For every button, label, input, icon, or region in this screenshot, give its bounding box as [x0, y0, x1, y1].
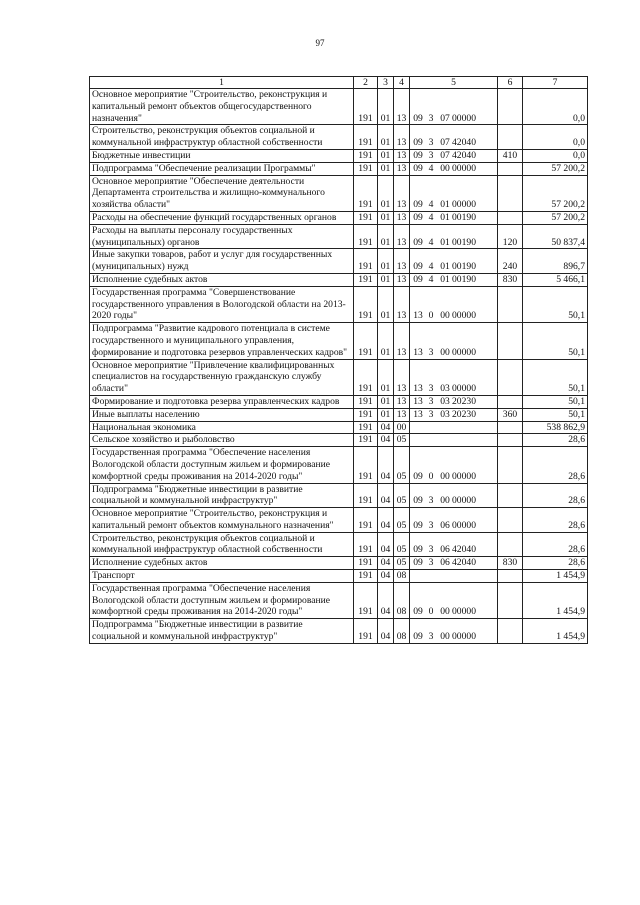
subsection-code: 13 — [394, 211, 410, 224]
subsection-code: 13 — [394, 175, 410, 211]
target-article-part: 09 — [413, 112, 423, 124]
target-article-part: 13 — [413, 395, 423, 407]
target-article-code — [410, 359, 498, 395]
target-article-part: 09 — [413, 557, 423, 569]
expense-type-code — [498, 483, 523, 508]
table-row — [90, 162, 588, 175]
header-cell: 6 — [498, 77, 523, 89]
header-cell: 4 — [394, 77, 410, 89]
target-article-part: 13 — [413, 346, 423, 358]
target-article-part: 3 — [428, 383, 434, 395]
table-row — [90, 89, 588, 125]
amount: 57 200,2 — [523, 211, 588, 224]
amount: 0,0 — [523, 89, 588, 125]
target-article-code — [410, 162, 498, 175]
row-name: Подпрограмма "Бюджетные инвестиции в развитие социальной и коммунальной инфраструктур" — [90, 619, 354, 644]
expense-type-code — [498, 162, 523, 175]
section-code: 01 — [378, 125, 394, 150]
target-article-part: 00190 — [452, 273, 476, 285]
target-article-part: 00000 — [452, 470, 476, 482]
expense-type-code — [498, 421, 523, 434]
expense-type-code — [498, 359, 523, 395]
amount: 28,6 — [523, 447, 588, 483]
target-article-part: 00000 — [452, 310, 476, 322]
row-name: Расходы на выплаты персоналу государственных (муниципальных) органов — [90, 224, 354, 249]
expense-type-code — [498, 211, 523, 224]
target-article-part: 3 — [428, 112, 434, 124]
target-article-part: 3 — [428, 557, 434, 569]
table-row — [90, 408, 588, 421]
amount: 896,7 — [523, 249, 588, 274]
amount: 50,1 — [523, 408, 588, 421]
expense-type-code: 830 — [498, 557, 523, 570]
grbs-code: 191 — [354, 224, 378, 249]
section-code: 04 — [378, 557, 394, 570]
target-article-part: 09 — [413, 544, 423, 556]
amount: 57 200,2 — [523, 162, 588, 175]
amount: 57 200,2 — [523, 175, 588, 211]
table-row — [90, 149, 588, 162]
table-row — [90, 175, 588, 211]
target-article-part: 09 — [413, 261, 423, 273]
target-article-part: 01 — [440, 236, 450, 248]
section-code: 04 — [378, 570, 394, 583]
target-article-part: 0 — [428, 310, 434, 322]
target-article-code — [410, 395, 498, 408]
subsection-code: 13 — [394, 249, 410, 274]
header-cell: 7 — [523, 77, 588, 89]
budget-table — [89, 76, 588, 644]
expense-type-code: 120 — [498, 224, 523, 249]
section-code: 04 — [378, 508, 394, 533]
subsection-code: 05 — [394, 508, 410, 533]
target-article-part: 3 — [428, 395, 434, 407]
table-row — [90, 323, 588, 359]
target-article-part: 01 — [440, 261, 450, 273]
target-article-code — [410, 249, 498, 274]
expense-type-code — [498, 447, 523, 483]
grbs-code: 191 — [354, 570, 378, 583]
target-article-part: 03 — [440, 383, 450, 395]
grbs-code: 191 — [354, 149, 378, 162]
table-row — [90, 532, 588, 557]
grbs-code: 191 — [354, 249, 378, 274]
target-article-code — [410, 286, 498, 322]
expense-type-code — [498, 582, 523, 618]
row-name: Строительство, реконструкция объектов социальной и коммунальной инфраструктур областной собственности — [90, 532, 354, 557]
target-article-part: 07 — [440, 112, 450, 124]
target-article-code — [410, 508, 498, 533]
table-row — [90, 211, 588, 224]
target-article-code — [410, 125, 498, 150]
target-article-code — [410, 224, 498, 249]
section-code: 04 — [378, 532, 394, 557]
target-article-part: 09 — [413, 149, 423, 161]
expense-type-code — [498, 570, 523, 583]
target-article-part: 09 — [413, 236, 423, 248]
grbs-code: 191 — [354, 211, 378, 224]
amount: 28,6 — [523, 483, 588, 508]
table-row — [90, 395, 588, 408]
table-row — [90, 125, 588, 150]
grbs-code: 191 — [354, 89, 378, 125]
target-article-part: 00 — [440, 310, 450, 322]
target-article-code — [410, 483, 498, 508]
target-article-code — [410, 211, 498, 224]
target-article-part: 4 — [428, 211, 434, 223]
grbs-code: 191 — [354, 421, 378, 434]
target-article-part: 03 — [440, 408, 450, 420]
grbs-code: 191 — [354, 323, 378, 359]
header-cell: 2 — [354, 77, 378, 89]
target-article-part: 00 — [440, 631, 450, 643]
target-article-part: 3 — [428, 408, 434, 420]
row-name: Государственная программа "Обеспечение населения Вологодской области доступным жильем и формирование комфортной среды проживания на 2014-2020 годы" — [90, 447, 354, 483]
target-article-part: 09 — [413, 470, 423, 482]
table-row — [90, 359, 588, 395]
amount: 0,0 — [523, 149, 588, 162]
target-article-part: 00000 — [452, 606, 476, 618]
expense-type-code — [498, 175, 523, 211]
row-name: Транспорт — [90, 570, 354, 583]
section-code: 01 — [378, 286, 394, 322]
header-cell: 5 — [410, 77, 498, 89]
subsection-code: 13 — [394, 286, 410, 322]
expense-type-code — [498, 532, 523, 557]
grbs-code: 191 — [354, 125, 378, 150]
header-cell: 3 — [378, 77, 394, 89]
target-article-part: 00000 — [452, 495, 476, 507]
row-name: Исполнение судебных актов — [90, 557, 354, 570]
section-code: 01 — [378, 89, 394, 125]
section-code: 01 — [378, 175, 394, 211]
target-article-code — [410, 273, 498, 286]
subsection-code: 13 — [394, 149, 410, 162]
subsection-code: 00 — [394, 421, 410, 434]
row-name: Государственная программа "Обеспечение населения Вологодской области доступным жильем и формирование комфортной среды проживания на 2014-2020 годы" — [90, 582, 354, 618]
amount: 50,1 — [523, 286, 588, 322]
row-name: Иные закупки товаров, работ и услуг для государственных (муниципальных) нужд — [90, 249, 354, 274]
expense-type-code: 830 — [498, 273, 523, 286]
amount: 50,1 — [523, 395, 588, 408]
row-name: Государственная программа "Совершенствование государственного управления в Вологодской области на 2013-2020 годы" — [90, 286, 354, 322]
table-row — [90, 557, 588, 570]
row-name: Национальная экономика — [90, 421, 354, 434]
section-code: 04 — [378, 447, 394, 483]
expense-type-code — [498, 89, 523, 125]
amount: 1 454,9 — [523, 570, 588, 583]
target-article-part: 42040 — [452, 137, 476, 149]
subsection-code: 13 — [394, 273, 410, 286]
table-row — [90, 434, 588, 447]
section-code: 01 — [378, 224, 394, 249]
target-article-code — [410, 175, 498, 211]
subsection-code: 08 — [394, 619, 410, 644]
target-article-part: 3 — [428, 149, 434, 161]
target-article-part: 3 — [428, 519, 434, 531]
grbs-code: 191 — [354, 286, 378, 322]
amount: 50,1 — [523, 323, 588, 359]
target-article-code — [410, 89, 498, 125]
subsection-code: 13 — [394, 162, 410, 175]
subsection-code: 05 — [394, 532, 410, 557]
section-code: 01 — [378, 162, 394, 175]
row-name: Подпрограмма "Развитие кадрового потенциала в системе государственного и муниципального управления, формирование и подготовка резервов управленческих кадров" — [90, 323, 354, 359]
section-code: 01 — [378, 359, 394, 395]
row-name: Основное мероприятие "Обеспечение деятельности Департамента строительства и жилищно-коммунального хозяйства области" — [90, 175, 354, 211]
section-code: 01 — [378, 249, 394, 274]
grbs-code: 191 — [354, 483, 378, 508]
target-article-part: 09 — [413, 631, 423, 643]
target-article-part: 01 — [440, 199, 450, 211]
section-code: 04 — [378, 421, 394, 434]
target-article-part: 3 — [428, 137, 434, 149]
row-name: Исполнение судебных актов — [90, 273, 354, 286]
target-article-part: 09 — [413, 273, 423, 285]
subsection-code: 08 — [394, 582, 410, 618]
grbs-code: 191 — [354, 619, 378, 644]
expense-type-code — [498, 508, 523, 533]
row-name: Формирование и подготовка резерва управленческих кадров — [90, 395, 354, 408]
target-article-part: 00190 — [452, 211, 476, 223]
target-article-part: 06 — [440, 557, 450, 569]
table-row — [90, 273, 588, 286]
amount: 28,6 — [523, 508, 588, 533]
target-article-part: 0 — [428, 470, 434, 482]
grbs-code: 191 — [354, 582, 378, 618]
grbs-code: 191 — [354, 395, 378, 408]
target-article-part: 00190 — [452, 261, 476, 273]
section-code: 01 — [378, 408, 394, 421]
table-row — [90, 286, 588, 322]
target-article-part: 00000 — [452, 346, 476, 358]
target-article-part: 00000 — [452, 631, 476, 643]
subsection-code: 05 — [394, 557, 410, 570]
target-article-part: 13 — [413, 408, 423, 420]
target-article-part: 4 — [428, 199, 434, 211]
table-header-row — [90, 77, 588, 89]
section-code: 01 — [378, 211, 394, 224]
target-article-part: 00000 — [452, 519, 476, 531]
target-article-part: 00 — [440, 470, 450, 482]
section-code: 04 — [378, 434, 394, 447]
target-article-code — [410, 323, 498, 359]
expense-type-code — [498, 395, 523, 408]
section-code: 01 — [378, 323, 394, 359]
header-cell: 1 — [90, 77, 354, 89]
target-article-part: 09 — [413, 162, 423, 174]
expense-type-code: 240 — [498, 249, 523, 274]
subsection-code: 05 — [394, 447, 410, 483]
table-row — [90, 570, 588, 583]
grbs-code: 191 — [354, 162, 378, 175]
target-article-part: 3 — [428, 346, 434, 358]
expense-type-code — [498, 286, 523, 322]
page-number: 97 — [315, 38, 325, 48]
target-article-part: 09 — [413, 199, 423, 211]
grbs-code: 191 — [354, 175, 378, 211]
subsection-code: 13 — [394, 89, 410, 125]
target-article-part: 07 — [440, 137, 450, 149]
target-article-part: 20230 — [452, 408, 476, 420]
target-article-part: 00 — [440, 162, 450, 174]
subsection-code: 13 — [394, 224, 410, 249]
expense-type-code — [498, 125, 523, 150]
table-row — [90, 508, 588, 533]
grbs-code: 191 — [354, 408, 378, 421]
target-article-part: 3 — [428, 495, 434, 507]
target-article-part: 07 — [440, 149, 450, 161]
grbs-code: 191 — [354, 359, 378, 395]
target-article-code — [410, 570, 498, 583]
table-row — [90, 619, 588, 644]
target-article-part: 00000 — [452, 199, 476, 211]
table-row — [90, 447, 588, 483]
row-name: Расходы на обеспечение функций государственных органов — [90, 211, 354, 224]
amount: 50,1 — [523, 359, 588, 395]
target-article-code — [410, 532, 498, 557]
target-article-code — [410, 619, 498, 644]
section-code: 01 — [378, 273, 394, 286]
amount: 1 454,9 — [523, 619, 588, 644]
section-code: 04 — [378, 619, 394, 644]
target-article-part: 0 — [428, 606, 434, 618]
target-article-part: 09 — [413, 137, 423, 149]
target-article-code — [410, 149, 498, 162]
expense-type-code: 360 — [498, 408, 523, 421]
table-row — [90, 421, 588, 434]
target-article-part: 01 — [440, 211, 450, 223]
grbs-code: 191 — [354, 447, 378, 483]
amount: 538 862,9 — [523, 421, 588, 434]
row-name: Подпрограмма "Обеспечение реализации Программы" — [90, 162, 354, 175]
target-article-part: 01 — [440, 273, 450, 285]
target-article-part: 3 — [428, 631, 434, 643]
target-article-part: 13 — [413, 310, 423, 322]
table-row — [90, 224, 588, 249]
target-article-code — [410, 421, 498, 434]
amount: 1 454,9 — [523, 582, 588, 618]
target-article-code — [410, 434, 498, 447]
target-article-part: 06 — [440, 544, 450, 556]
row-name: Подпрограмма "Бюджетные инвестиции в развитие социальной и коммунальной инфраструктур" — [90, 483, 354, 508]
grbs-code: 191 — [354, 273, 378, 286]
target-article-code — [410, 447, 498, 483]
grbs-code: 191 — [354, 508, 378, 533]
target-article-code — [410, 582, 498, 618]
section-code: 04 — [378, 582, 394, 618]
subsection-code: 13 — [394, 408, 410, 421]
target-article-part: 42040 — [452, 149, 476, 161]
expense-type-code — [498, 434, 523, 447]
subsection-code: 05 — [394, 434, 410, 447]
amount: 50 837,4 — [523, 224, 588, 249]
subsection-code: 13 — [394, 323, 410, 359]
expense-type-code: 410 — [498, 149, 523, 162]
amount: 0,0 — [523, 125, 588, 150]
grbs-code: 191 — [354, 557, 378, 570]
section-code: 01 — [378, 149, 394, 162]
expense-type-code — [498, 619, 523, 644]
target-article-part: 09 — [413, 606, 423, 618]
row-name: Бюджетные инвестиции — [90, 149, 354, 162]
target-article-part: 06 — [440, 519, 450, 531]
grbs-code: 191 — [354, 532, 378, 557]
subsection-code: 13 — [394, 359, 410, 395]
target-article-part: 03 — [440, 395, 450, 407]
target-article-part: 00000 — [452, 112, 476, 124]
row-name: Основное мероприятие "Привлечение квалифицированных специалистов на государственную гражданскую службу области" — [90, 359, 354, 395]
target-article-code — [410, 557, 498, 570]
section-code: 04 — [378, 483, 394, 508]
subsection-code: 13 — [394, 395, 410, 408]
subsection-code: 13 — [394, 125, 410, 150]
row-name: Иные выплаты населению — [90, 408, 354, 421]
table-row — [90, 582, 588, 618]
target-article-part: 4 — [428, 162, 434, 174]
target-article-part: 00 — [440, 346, 450, 358]
target-article-part: 3 — [428, 544, 434, 556]
target-article-part: 4 — [428, 273, 434, 285]
target-article-part: 09 — [413, 495, 423, 507]
amount: 28,6 — [523, 557, 588, 570]
target-article-part: 09 — [413, 519, 423, 531]
target-article-part: 00 — [440, 495, 450, 507]
row-name: Строительство, реконструкция объектов социальной и коммунальной инфраструктур областной собственности — [90, 125, 354, 150]
amount: 5 466,1 — [523, 273, 588, 286]
section-code: 01 — [378, 395, 394, 408]
target-article-part: 42040 — [452, 557, 476, 569]
grbs-code: 191 — [354, 434, 378, 447]
amount: 28,6 — [523, 434, 588, 447]
target-article-part: 42040 — [452, 544, 476, 556]
target-article-part: 00190 — [452, 236, 476, 248]
subsection-code: 08 — [394, 570, 410, 583]
amount: 28,6 — [523, 532, 588, 557]
target-article-part: 20230 — [452, 395, 476, 407]
row-name: Сельское хозяйство и рыболовство — [90, 434, 354, 447]
table-row — [90, 249, 588, 274]
target-article-part: 00000 — [452, 383, 476, 395]
target-article-part: 13 — [413, 383, 423, 395]
target-article-code — [410, 408, 498, 421]
row-name: Основное мероприятие "Строительство, реконструкция и капитальный ремонт объектов коммунального назначения" — [90, 508, 354, 533]
row-name: Основное мероприятие "Строительство, реконструкция и капитальный ремонт объектов общегосударственного назначения" — [90, 89, 354, 125]
table-row — [90, 483, 588, 508]
subsection-code: 05 — [394, 483, 410, 508]
target-article-part: 4 — [428, 261, 434, 273]
target-article-part: 09 — [413, 211, 423, 223]
target-article-part: 4 — [428, 236, 434, 248]
expense-type-code — [498, 323, 523, 359]
target-article-part: 00 — [440, 606, 450, 618]
target-article-part: 00000 — [452, 162, 476, 174]
